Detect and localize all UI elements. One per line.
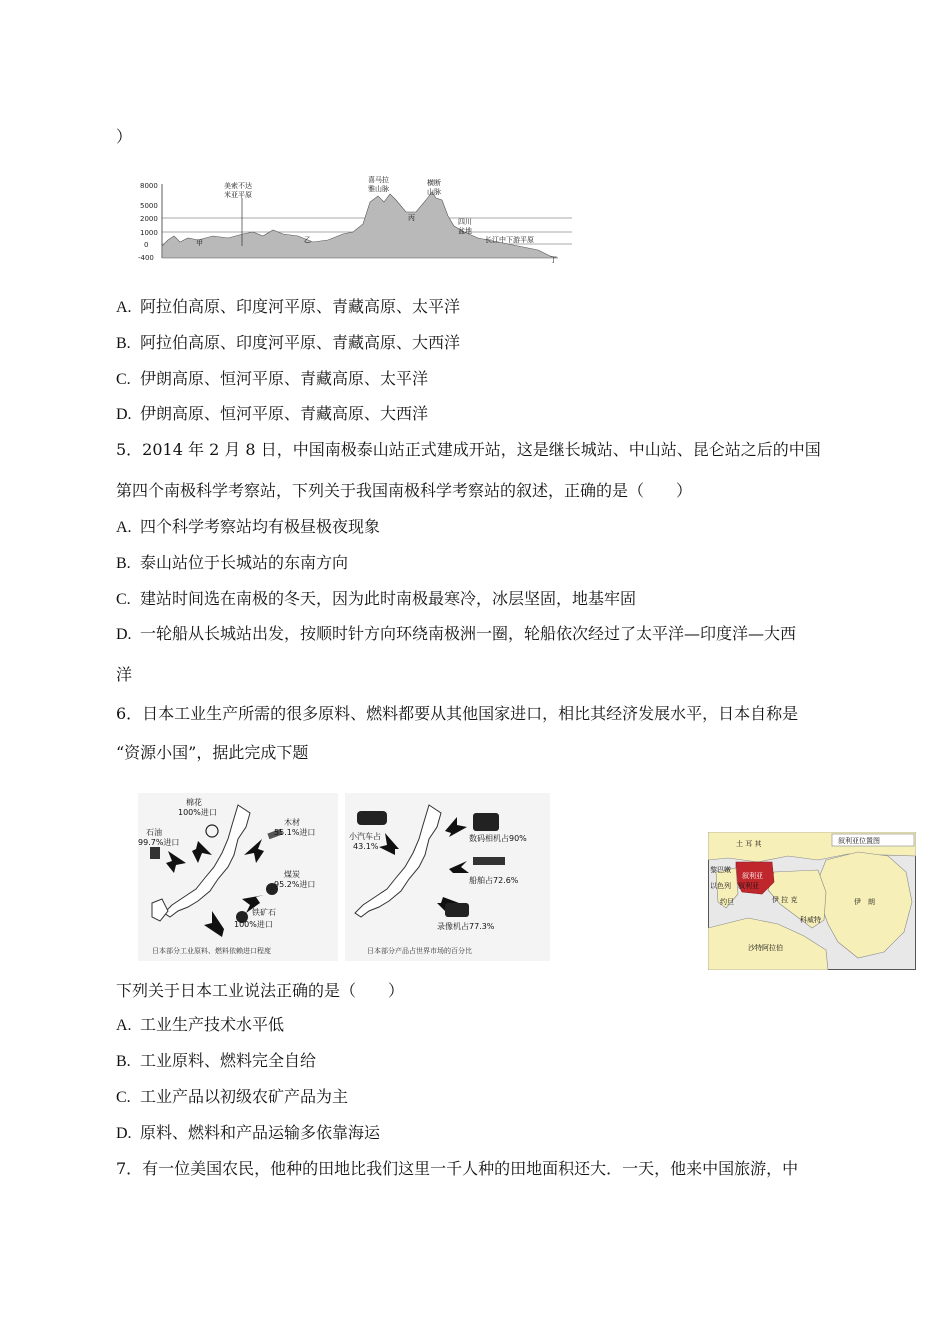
q4-option-d — [116, 403, 428, 426]
option-text: 伊朗高原、恒河平原、青藏高原、太平洋 — [140, 369, 429, 388]
option-text: 一轮船从长城站出发，按顺时针方向环绕南极洲一圈，轮船依次经过了太平洋—印度洋—大西 — [140, 624, 797, 643]
profile-label-sichuan: 盆地 — [458, 227, 472, 235]
profile-label-mesopotamia: 米亚平原 — [224, 191, 252, 199]
export-car-value: 43.1% — [353, 842, 379, 851]
profile-label-himalaya: 雅山脉 — [368, 185, 389, 193]
region-turkey: 土 耳 其 — [736, 840, 762, 848]
option-text: 工业生产技术水平低 — [140, 1015, 285, 1034]
export-ship-label: 船舶占72.6% — [469, 876, 519, 885]
q6-option-d — [116, 1122, 380, 1145]
region-lebanon: 黎巴嫩 — [710, 866, 731, 874]
y-tick-label: 0 — [144, 241, 149, 249]
option-text: 阿拉伯高原、印度河平原、青藏高原、太平洋 — [140, 297, 461, 316]
y-tick-label: 8000 — [140, 182, 158, 190]
q6-stem-line2: “资源小国”，据此完成下题 — [116, 743, 309, 762]
import-coal-value: 95.2%进口 — [274, 880, 316, 889]
import-wood-value: 55.1%进口 — [274, 828, 316, 837]
import-iron-label: 铁矿石 — [252, 908, 276, 917]
q6-option-b — [116, 1050, 316, 1073]
option-tag: C. — [116, 591, 131, 608]
export-camera-label: 数码相机占90% — [469, 834, 527, 843]
closing-paren: ） — [116, 127, 133, 146]
option-text: 伊朗高原、恒河平原、青藏高原、大西洋 — [140, 404, 429, 423]
y-tick-label: -400 — [138, 254, 154, 262]
q5-option-d-continuation: 洋 — [116, 665, 133, 684]
y-tick-label: 5000 — [140, 202, 158, 210]
region-israel: 以色列 — [710, 882, 731, 890]
region-kuwait: 科威特 — [800, 916, 821, 924]
syria-location-map — [708, 832, 916, 970]
q6-option-c — [116, 1086, 348, 1109]
import-wood-label: 木材 — [284, 818, 300, 827]
profile-label-jia: 甲 — [196, 239, 203, 247]
terrain-profile-figure — [138, 176, 578, 266]
profile-label-hengduan: 山脉 — [427, 188, 441, 196]
profile-label-hengduan: 横断 — [427, 179, 441, 187]
option-tag: B. — [116, 1053, 131, 1070]
q4-option-c — [116, 368, 428, 391]
option-tag: A. — [116, 1017, 132, 1034]
terrain-silhouette — [162, 192, 558, 258]
region-syria: 叙利亚 — [738, 882, 759, 890]
q7-stem-line1: 7．有一位美国农民，他种的田地比我们这里一千人种的田地面积还大．一天，他来中国旅游，中 — [116, 1159, 799, 1178]
q4-option-b — [116, 332, 460, 355]
export-car-label: 小汽车占 — [349, 832, 381, 841]
option-tag: D. — [116, 406, 132, 423]
option-tag: B. — [116, 335, 131, 352]
profile-label-mesopotamia: 美索不达 — [224, 182, 252, 190]
option-text: 泰山站位于长城站的东南方向 — [140, 553, 349, 572]
japan-import-map — [138, 793, 338, 961]
option-text: 阿拉伯高原、印度河平原、青藏高原、大西洋 — [140, 333, 461, 352]
export-map-caption: 日本部分产品占世界市场的百分比 — [367, 947, 472, 955]
q6-question: 下列关于日本工业说法正确的是（ ） — [116, 981, 405, 1000]
profile-label-sichuan: 四川 — [458, 218, 472, 226]
region-legend: 叙利亚位置图 — [838, 837, 880, 845]
option-tag: C. — [116, 1089, 131, 1106]
import-oil-value: 99.7%进口 — [138, 838, 180, 847]
q5-stem-line2: 第四个南极科学考察站，下列关于我国南极科学考察站的叙述，正确的是（ ） — [116, 481, 693, 500]
y-tick-label: 1000 — [140, 229, 158, 237]
q5-option-c — [116, 588, 636, 611]
import-oil-label: 石油 — [146, 828, 162, 837]
option-tag: D. — [116, 626, 132, 643]
q5-option-b — [116, 552, 348, 575]
option-text: 四个科学考察站均有极昼极夜现象 — [140, 517, 381, 536]
import-coal-label: 煤炭 — [284, 870, 300, 879]
option-text: 建站时间选在南极的冬天，因为此时南极最寒冷，冰层坚固，地基牢固 — [140, 589, 637, 608]
profile-label-himalaya: 喜马拉 — [368, 176, 389, 184]
region-iraq: 伊 拉 克 — [772, 896, 798, 904]
profile-label-yangtze: 长江中下游平原 — [485, 236, 534, 244]
q5-option-d — [116, 623, 796, 646]
profile-label-yi: 乙 — [304, 236, 311, 244]
q5-stem-line1: 5．2014 年 2 月 8 日，中国南极泰山站正式建成开站，这是继长城站、中山站、昆仑站之后的中国 — [116, 440, 821, 459]
option-tag: A. — [116, 519, 132, 536]
region-syria-red: 叙利亚 — [742, 872, 763, 880]
region-iran: 伊 朗 — [854, 898, 875, 906]
option-text: 工业原料、燃料完全自给 — [140, 1051, 317, 1070]
profile-label-ding: 丁 — [550, 256, 557, 264]
import-cotton-value: 100%进口 — [178, 808, 217, 817]
option-text: 工业产品以初级农矿产品为主 — [140, 1087, 349, 1106]
option-tag: D. — [116, 1125, 132, 1142]
region-jordan: 约旦 — [720, 898, 734, 906]
y-tick-label: 2000 — [140, 215, 158, 223]
japan-export-map — [345, 793, 550, 961]
region-saudi: 沙特阿拉伯 — [748, 944, 783, 952]
import-map-caption: 日本部分工业原料、燃料依赖进口程度 — [152, 947, 271, 955]
option-tag: C. — [116, 371, 131, 388]
profile-label-bing: 丙 — [408, 214, 415, 222]
option-text: 原料、燃料和产品运输多依靠海运 — [140, 1123, 381, 1142]
option-tag: A. — [116, 299, 132, 316]
q6-stem-line1: 6．日本工业生产所需的很多原料、燃料都要从其他国家进口，相比其经济发展水平，日本自称是 — [116, 704, 799, 723]
import-cotton-label: 棉花 — [186, 798, 202, 807]
q5-option-a — [116, 516, 380, 539]
q6-option-a — [116, 1014, 284, 1037]
q4-option-a — [116, 296, 460, 319]
import-iron-value: 100%进口 — [234, 920, 273, 929]
option-tag: B. — [116, 555, 131, 572]
export-recorder-label: 录像机占77.3% — [437, 922, 495, 931]
